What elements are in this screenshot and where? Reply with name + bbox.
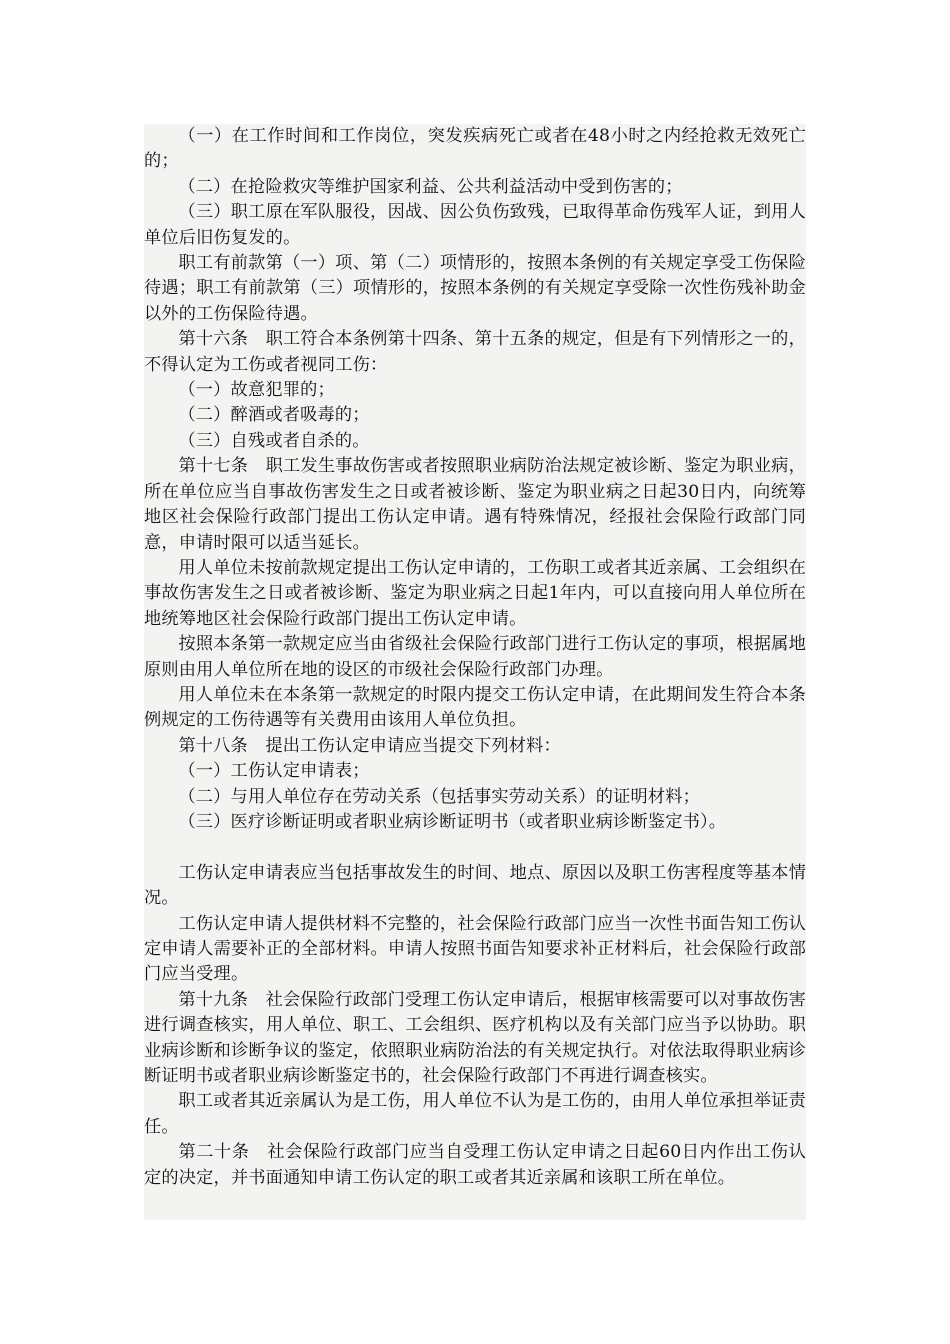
clause-15-item-1: （一）在工作时间和工作岗位，突发疾病死亡或者在48小时之内经抢救无效死亡的； [144,126,806,172]
clause-15-note: 职工有前款第（一）项、第（二）项情形的，按照本条例的有关规定享受工伤保险待遇；职工有前款第（三）项情形的，按照本条例的有关规定享受除一次性伤残补助金以外的工伤保险待遇。 [144,253,806,324]
blank-line [144,835,806,860]
article-20: 第二十条 社会保险行政部门应当自受理工伤认定申请之日起60日内作出工伤认定的决定，并书面通知申请工伤认定的职工或者其近亲属和该职工所在单位。 [144,1142,806,1188]
article-18-para-3: 工伤认定申请人提供材料不完整的，社会保险行政部门应当一次性书面告知工伤认定申请人需要补正的全部材料。申请人按照书面告知要求补正材料后，社会保险行政部门应当受理。 [144,913,806,985]
article-18-item-1: （一）工伤认定申请表； [178,761,370,782]
article-16: 第十六条 职工符合本条例第十四条、第十五条的规定，但是有下列情形之一的，不得认定为工伤或者视同工伤： [144,329,806,375]
article-17-para-2: 用人单位未按前款规定提出工伤认定申请的，工伤职工或者其近亲属、工会组织在事故伤害发生之日或者被诊断、鉴定为职业病之日起1年内，可以直接向用人单位所在地统筹地区社会保险行政部门提出工伤认定申请。 [144,557,806,629]
article-19-para-2: 职工或者其近亲属认为是工伤，用人单位不认为是工伤的，由用人单位承担举证责任。 [144,1091,806,1137]
document-body [144,124,806,1220]
article-18-item-3: （三）医疗诊断证明或者职业病诊断证明书（或者职业病诊断鉴定书）。 [178,811,727,832]
clause-15-item-2: （二）在抢险救灾等维护国家利益、公共利益活动中受到伤害的； [178,176,683,197]
article-18-para-2: 工伤认定申请表应当包括事故发生的时间、地点、原因以及职工伤害程度等基本情况。 [144,862,806,909]
article-18: 第十八条 提出工伤认定申请应当提交下列材料： [178,735,561,756]
article-16-item-1: （一）故意犯罪的； [178,380,335,401]
article-18-item-2: （二）与用人单位存在劳动关系（包括事实劳动关系）的证明材料； [178,786,701,807]
article-17-para-4: 用人单位未在本条第一款规定的时限内提交工伤认定申请，在此期间发生符合本条例规定的工伤待遇等有关费用由该用人单位负担。 [144,684,806,731]
article-17: 第十七条 职工发生事故伤害或者按照职业病防治法规定被诊断、鉴定为职业病，所在单位应当自事故伤害发生之日或者被诊断、鉴定为职业病之日起30日内，向统筹地区社会保险行政部门提出工伤认定申请。遇有特殊情况，经报社会保险行政部门同意，申请时限可以适当延长。 [144,456,806,553]
article-19: 第十九条 社会保险行政部门受理工伤认定申请后，根据审核需要可以对事故伤害进行调查核实，用人单位、职工、工会组织、医疗机构以及有关部门应当予以协助。职业病诊断和诊断争议的鉴定，依照职业病防治法的有关规定执行。对依法取得职业病诊断证明书或者职业病诊断鉴定书的，社会保险行政部门不再进行调查核实。 [144,989,806,1087]
article-16-item-2: （二）醉酒或者吸毒的； [178,405,370,426]
article-17-para-3: 按照本条第一款规定应当由省级社会保险行政部门进行工伤认定的事项，根据属地原则由用人单位所在地的设区的市级社会保险行政部门办理。 [144,634,806,680]
clause-15-item-3: （三）职工原在军队服役，因战、因公负伤致残，已取得革命伤残军人证，到用人单位后旧伤复发的。 [144,202,806,248]
article-16-item-3: （三）自残或者自杀的。 [178,430,370,451]
